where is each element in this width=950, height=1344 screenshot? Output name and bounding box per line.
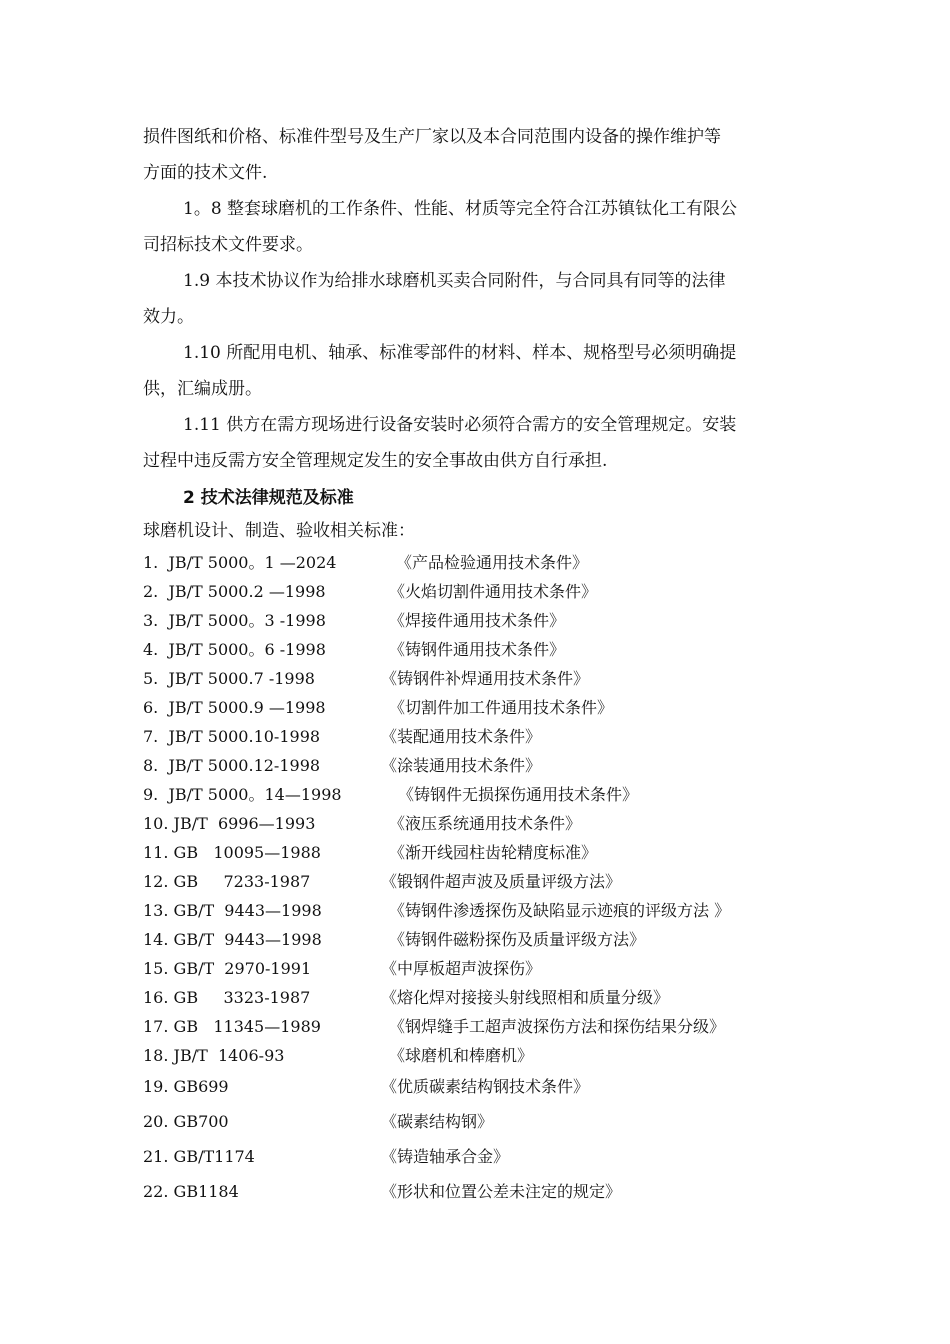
standard-title: 《铸钢件渗透探伤及缺陷显示迹痕的评级方法 》 — [389, 901, 731, 920]
standard-code: 16. GB 3323-1987 — [143, 988, 311, 1007]
paragraph-line: 方面的技术文件. — [143, 163, 268, 183]
standard-code: 9. JB/T 5000。14—1998 — [143, 785, 342, 804]
standard-title: 《产品检验通用技术条件》 — [396, 553, 589, 572]
standard-code: 8. JB/T 5000.12-1998 — [143, 756, 321, 775]
paragraph-line: 1.9 本技术协议作为给排水球磨机买卖合同附件，与合同具有同等的法律 — [183, 271, 726, 291]
standard-code: 19. GB699 — [143, 1077, 229, 1096]
standard-title: 《锻钢件超声波及质量评级方法》 — [381, 872, 622, 891]
paragraph-line: 效力。 — [143, 307, 194, 327]
standard-title: 《球磨机和棒磨机》 — [389, 1046, 534, 1065]
standard-code: 11. GB 10095—1988 — [143, 843, 321, 862]
standard-code: 17. GB 11345—1989 — [143, 1017, 321, 1036]
standards-intro: 球磨机设计、制造、验收相关标准： — [143, 521, 415, 541]
paragraph-line: 损件图纸和价格、标准件型号及生产厂家以及本合同范围内设备的操作维护等 — [143, 127, 721, 147]
standard-code: 4. JB/T 5000。6 -1998 — [143, 640, 326, 659]
paragraph-line: 司招标技术文件要求。 — [143, 235, 313, 255]
standard-code: 2. JB/T 5000.2 —1998 — [143, 582, 326, 601]
standard-code: 1. JB/T 5000。1 —2024 — [143, 553, 337, 572]
standard-code: 6. JB/T 5000.9 —1998 — [143, 698, 326, 717]
standard-code: 3. JB/T 5000。3 -1998 — [143, 611, 326, 630]
standard-code: 14. GB/T 9443—1998 — [143, 930, 322, 949]
standard-title: 《焊接件通用技术条件》 — [389, 611, 566, 630]
standard-title: 《装配通用技术条件》 — [381, 727, 542, 746]
standard-title: 《渐开线园柱齿轮精度标准》 — [389, 843, 598, 862]
paragraph-line: 1.10 所配用电机、轴承、标准零部件的材料、样本、规格型号必须明确提 — [183, 343, 737, 363]
standard-code: 7. JB/T 5000.10-1998 — [143, 727, 321, 746]
standard-title: 《铸钢件无损探伤通用技术条件》 — [398, 785, 639, 804]
standard-title: 《切割件加工件通用技术条件》 — [389, 698, 614, 717]
standard-code: 21. GB/T1174 — [143, 1147, 255, 1166]
standard-title: 《铸钢件通用技术条件》 — [389, 640, 566, 659]
paragraph-line: 1。8 整套球磨机的工作条件、性能、材质等完全符合江苏镇钛化工有限公 — [183, 199, 738, 219]
standard-code: 10. JB/T 6996—1993 — [143, 814, 316, 833]
standard-code: 20. GB700 — [143, 1112, 229, 1131]
standard-code: 12. GB 7233-1987 — [143, 872, 311, 891]
standard-code: 5. JB/T 5000.7 -1998 — [143, 669, 315, 688]
standard-title: 《铸钢件补焊通用技术条件》 — [381, 669, 590, 688]
paragraph-line: 1.11 供方在需方现场进行设备安装时必须符合需方的安全管理规定。安装 — [183, 415, 737, 435]
standard-title: 《钢焊缝手工超声波探伤方法和探伤结果分级》 — [389, 1017, 726, 1036]
paragraph-line: 过程中违反需方安全管理规定发生的安全事故由供方自行承担. — [143, 451, 608, 471]
standard-title: 《涂装通用技术条件》 — [381, 756, 542, 775]
standard-code: 13. GB/T 9443—1998 — [143, 901, 322, 920]
standard-code: 22. GB1184 — [143, 1182, 239, 1201]
standard-code: 18. JB/T 1406-93 — [143, 1046, 285, 1065]
standard-title: 《熔化焊对接接头射线照相和质量分级》 — [381, 988, 670, 1007]
standard-title: 《液压系统通用技术条件》 — [389, 814, 582, 833]
standard-title: 《中厚板超声波探伤》 — [381, 959, 542, 978]
standard-title: 《火焰切割件通用技术条件》 — [389, 582, 598, 601]
standard-title: 《铸造轴承合金》 — [381, 1147, 510, 1166]
standard-title: 《优质碳素结构钢技术条件》 — [381, 1077, 590, 1096]
standard-title: 《碳素结构钢》 — [381, 1112, 494, 1131]
standard-title: 《形状和位置公差未注定的规定》 — [381, 1182, 622, 1201]
standard-code: 15. GB/T 2970-1991 — [143, 959, 312, 978]
section-heading: 2 技术法律规范及标准 — [183, 488, 354, 508]
paragraph-line: 供，汇编成册。 — [143, 379, 262, 399]
standard-title: 《铸钢件磁粉探伤及质量评级方法》 — [389, 930, 646, 949]
